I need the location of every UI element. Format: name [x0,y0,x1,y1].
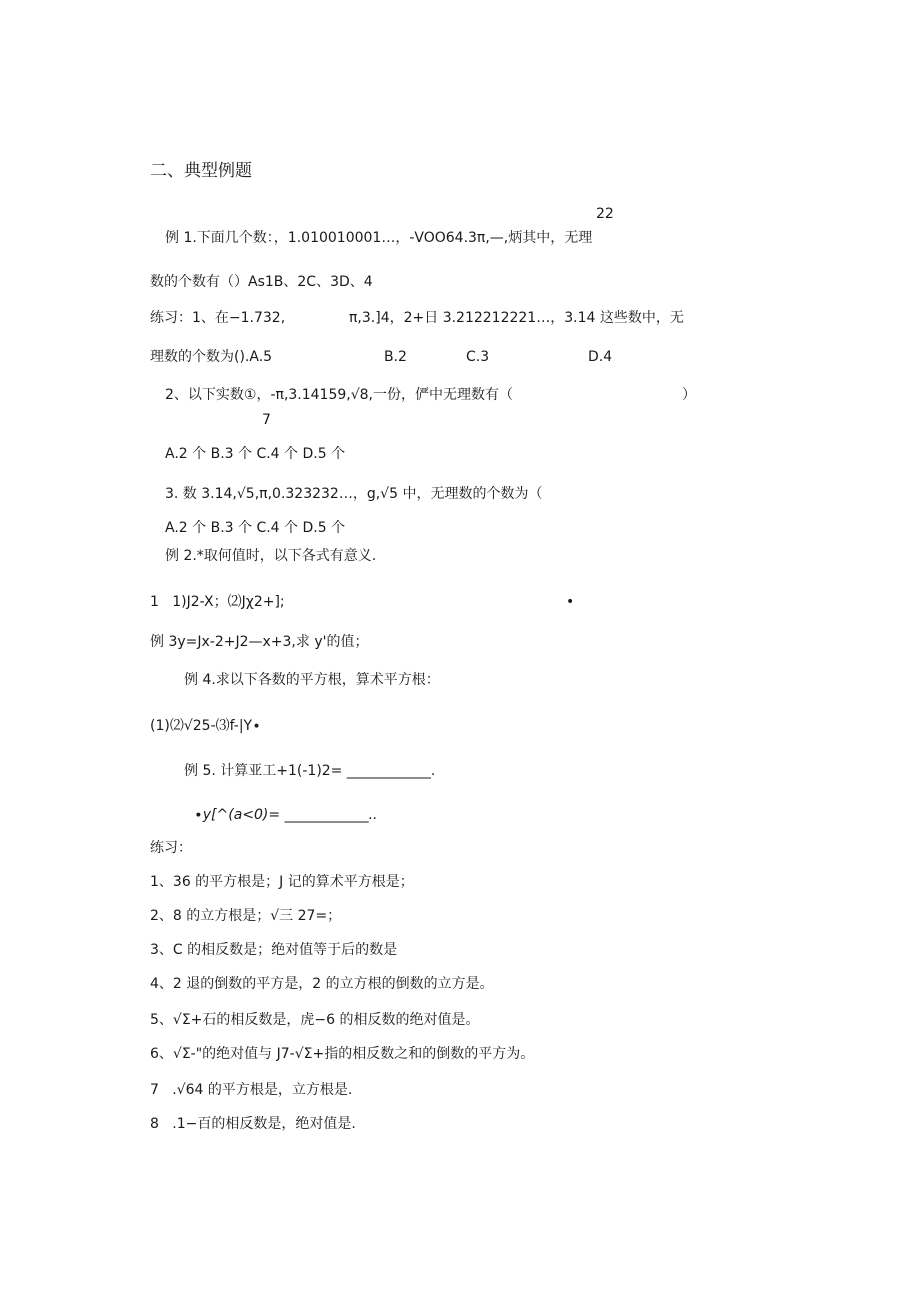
practice-item: 4、2 退的倒数的平方是，2 的立方根的倒数的立方是。 [150,976,494,992]
practice1-option-b: B.2 [384,349,407,365]
practice1-line1-b: π,3.]4，2+日 3.212212221…，3.14 这些数中，无 [349,310,684,326]
ex1-fraction-numerator: 22 [596,206,614,222]
practice3-options: A.2 个 B.3 个 C.4 个 D.5 个 [165,520,346,536]
practice-item: 2、8 的立方根是；√三 27=； [150,908,342,924]
practice-item: 3、C 的相反数是；绝对值等于后的数是 [150,942,398,958]
practice-item: 1、36 的平方根是；J 记的算术平方根是； [150,874,414,890]
practice-item: 7 .√64 的平方根是，立方根是. [150,1082,353,1098]
ex5-line2: ∙y[^(a<0)= ____________.. [194,807,378,823]
ex5-line1: 例 5. 计算亚工+1(-1)2= ____________. [184,763,436,779]
practice1-option-c: C.3 [466,349,490,365]
practice3-line1: 3. 数 3.14,√5,π,0.323232…，g,√5 中，无理数的个数为（ [165,486,543,502]
ex2-line2: 1 1)J2-X；⑵Jχ2+]; [150,594,285,610]
practice-item: 6、√Σ-"的绝对值与 J7-√Σ+指的相反数之和的倒数的平方为。 [150,1046,535,1062]
practice1-line2-a: 理数的个数为().A.5 [150,349,273,365]
practice2-line1: 2、以下实数①，-π,3.14159,√8,一份，俨中无理数有（ [165,387,514,403]
practice1-option-d: D.4 [588,349,613,365]
practice1-line1-a: 练习：1、在−1.732, [150,310,286,326]
ex1-line1: 例 1.下面几个数：，1.010010001…，-VOO64.3π,—,炳其中，无理 [165,230,593,246]
ex2-line1: 例 2.*取何值时，以下各式有意义. [165,548,377,564]
practice2-options: A.2 个 B.3 个 C.4 个 D.5 个 [165,446,346,462]
ex4-line2: (1)⑵√25-⑶f-|Y∙ [150,718,261,734]
ex2-dot: • [566,594,575,610]
ex4-line1: 例 4.求以下各数的平方根，算术平方根： [184,672,440,688]
practice-item: 5、√Σ+石的相反数是，虎−6 的相反数的绝对值是。 [150,1012,480,1028]
practice-item: 8 .1−百的相反数是，绝对值是. [150,1116,356,1132]
ex3-line: 例 3y=Jx-2+J2—x+3,求 y'的值； [150,634,369,650]
practice2-paren-close: ） [682,387,696,403]
practice-title: 练习： [150,840,192,856]
section-title: 二、典型例题 [150,161,252,181]
ex1-line2: 数的个数有（）As1B、2C、3D、4 [150,274,373,290]
practice2-sub: 7 [262,412,271,428]
